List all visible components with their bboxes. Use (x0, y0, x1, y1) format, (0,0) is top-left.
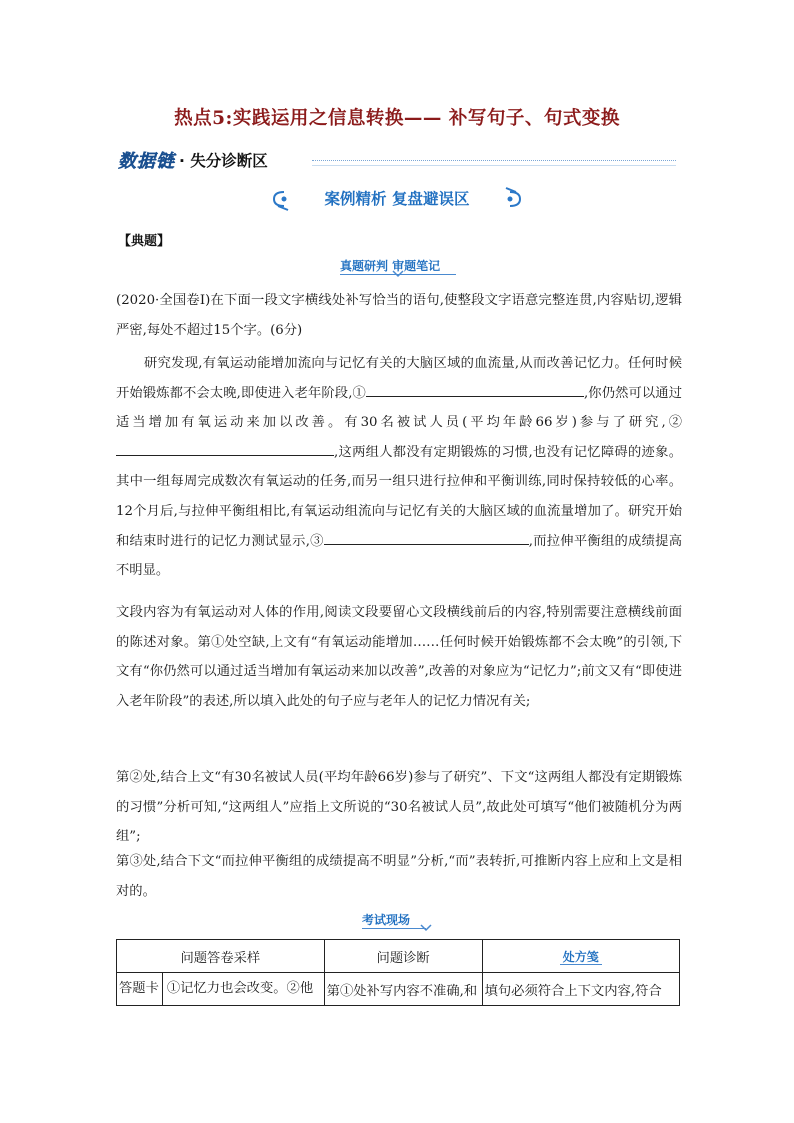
section-title: 案例精析 复盘避误区 (324, 190, 470, 208)
blank-line-2[interactable] (116, 439, 334, 456)
sub-label-exam: 考试现场 (362, 913, 411, 927)
table-header: 问题答卷采样 (117, 940, 325, 973)
blank-line-1[interactable] (366, 380, 584, 397)
question-passage (116, 349, 682, 586)
divider (312, 165, 676, 166)
section-banner (270, 186, 524, 212)
table-header (482, 940, 679, 973)
table-cell-prescription: 填句必须符合上下文内容,符合 (482, 973, 679, 1006)
table-header-row (117, 940, 680, 973)
chevron-down-icon (392, 270, 404, 278)
passage-text: ,这两组人都没有定期锻炼的习惯,也没有记忆障碍的迹象。其中一组每周完成数次有氧运动的任务,而另一组只进行拉伸和平衡训练,同时保持较低的心率。12个月后,与拉伸平衡组相比,有氧运动组流向与记忆有关的大脑区域的血流量增加了。研究开始和结束时进行的记忆力测试显示, (116, 444, 682, 549)
passage-text: 研究发现,有氧运动能增加流向与记忆有关的大脑区域的血流量,从而改善记忆力。任何时候开始锻炼都不会太晚,即使进入老年阶段, (116, 356, 682, 401)
table-row (117, 973, 680, 1006)
divider (312, 160, 676, 161)
analysis-paragraph-1: 文段内容为有氧运动对人体的作用,阅读文段要留心文段横线前后的内容,特别需要注意横线前面的陈述对象。第①处空缺,上文有“有氧运动能增加……任何时候开始锻炼都不会太晚”的引领,下文有“你仍然可以通过适当增加有氧运动来加以改善”,改善的对象应为“记忆力”;前文又有“即使进入老年阶段”的表述,所以填入此处的句子应与老年人的记忆力情况有关; (116, 605, 682, 709)
blank-marker-1: ① (352, 385, 366, 401)
exam-table (116, 939, 680, 1006)
page-title: 热点5:实践运用之信息转换—— 补写句子、句式变换 (174, 108, 620, 129)
passage-text: ,而拉伸平衡组的成绩提高不明显。 (116, 533, 683, 579)
passage-text: ,你仍然可以通过适当增加有氧运动来加以改善。有30名被试人员(平均年龄66岁)参与了研究, (116, 385, 683, 431)
blank-marker-3: ③ (309, 533, 324, 549)
table-header: 问题诊断 (324, 940, 482, 973)
chevron-down-icon (420, 924, 432, 932)
sample-text: ①记忆力也会改变。②他 (166, 981, 314, 996)
analysis-paragraph-2: 第②处,结合上文“有30名被试人员(平均年龄66岁)参与了研究”、下文“这两组人都没有定期锻炼的习惯”分析可知,“这两组人”应指上文所说的“30名被试人员”,故此处可填写“他们被随机分为两组”; (116, 770, 682, 845)
blank-marker-2: ② (665, 415, 682, 431)
data-chain-badge: 数据链 (118, 151, 175, 172)
question-stem: (2020·全国卷I)在下面一段文字横线处补写恰当的语句,使整段文字语意完整连贯,内容贴切,逻辑严密,每处不超过15个字。(6分) (116, 293, 682, 338)
prescription-label: 处方笺 (560, 950, 602, 965)
answer-card-label: 答题卡 (119, 973, 163, 1005)
table-cell-sample (117, 973, 325, 1006)
analysis-paragraph-3: 第③处,结合下文“而拉伸平衡组的成绩提高不明显”分析,“而”表转折,可推断内容上应和上文是相对的。 (116, 854, 682, 899)
data-chain-label: · 失分诊断区 (179, 152, 268, 170)
sub-label-analysis: 真题研判 审题笔记 (340, 259, 441, 273)
data-chain-header (118, 146, 268, 174)
example-label: 【典题】 (118, 234, 171, 249)
table-cell-diagnosis: 第①处补写内容不准确,和 (324, 973, 482, 1006)
blank-line-3[interactable] (324, 528, 529, 545)
sub-label-underline (362, 928, 426, 929)
